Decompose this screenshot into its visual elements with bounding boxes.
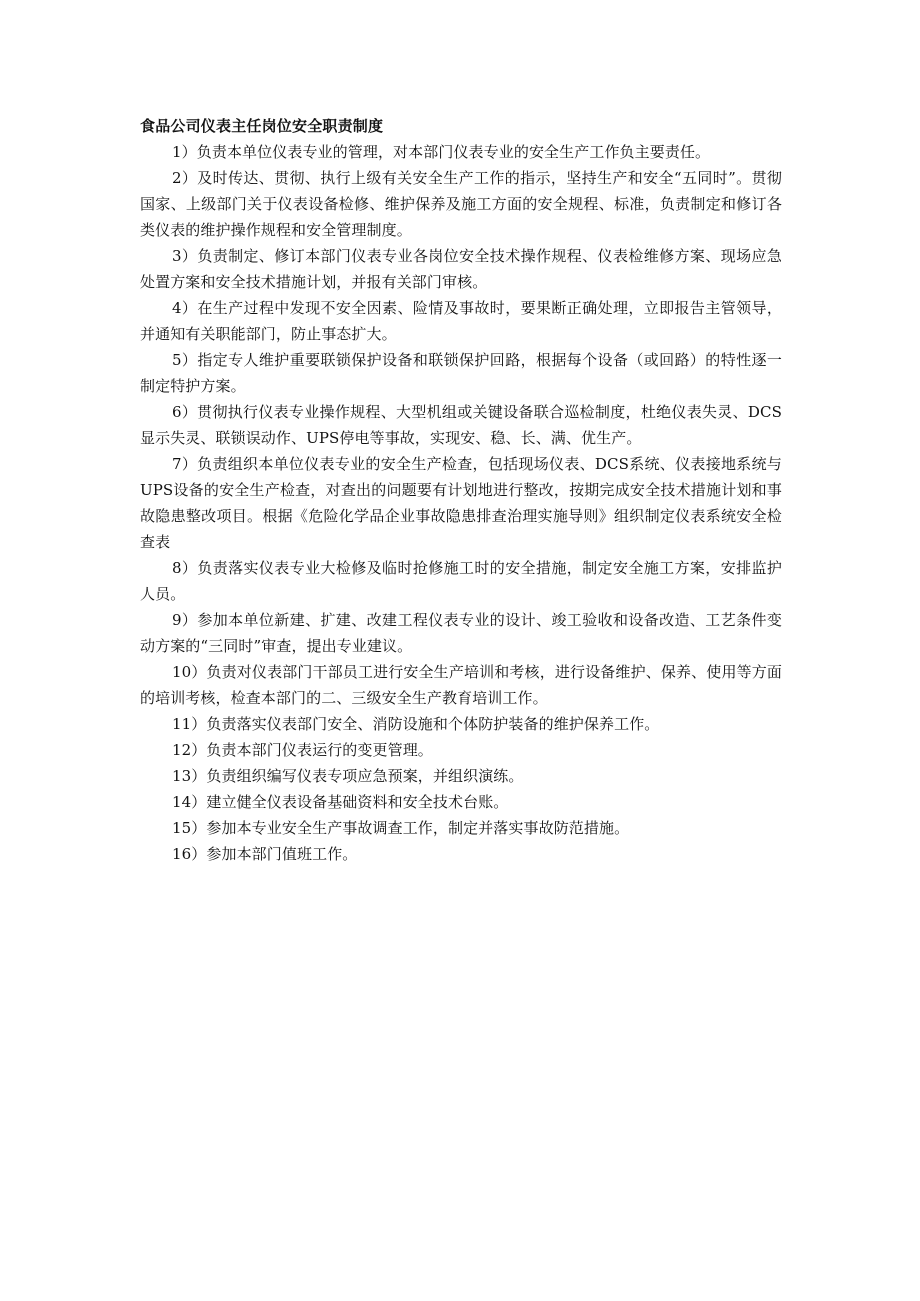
duty-item-11: 11）负责落实仪表部门安全、消防设施和个体防护装备的维护保养工作。 <box>172 715 660 733</box>
duty-item-5: 5）指定专人维护重要联锁保护设备和联锁保护回路，根据每个设备（或回路）的特性逐一制定特护方案。 <box>140 351 782 395</box>
duty-item-3: 3）负责制定、修订本部门仪表专业各岗位安全技术操作规程、仪表检维修方案、现场应急处置方案和安全技术措施计划，并报有关部门审核。 <box>140 247 782 291</box>
duty-item-7: 7）负责组织本单位仪表专业的安全生产检查，包括现场仪表、DCS系统、仪表接地系统与UPS设备的安全生产检查，对查出的问题要有计划地进行整改，按期完成安全技术措施计划和事故隐患整改项目。根据《危险化学品企业事故隐患排查治理实施导则》组织制定仪表系统安全检查表 <box>140 455 782 551</box>
document-title: 食品公司仪表主任岗位安全职责制度 <box>140 117 384 135</box>
duty-item-10: 10）负责对仪表部门干部员工进行安全生产培训和考核，进行设备维护、保养、使用等方面的培训考核，检查本部门的二、三级安全生产教育培训工作。 <box>140 663 782 707</box>
document-body <box>140 113 782 867</box>
duty-item-2: 2）及时传达、贯彻、执行上级有关安全生产工作的指示，坚持生产和安全“五同时”。贯彻国家、上级部门关于仪表设备检修、维护保养及施工方面的安全规程、标准，负责制定和修订各类仪表的维护操作规程和安全管理制度。 <box>140 169 782 239</box>
duty-item-14: 14）建立健全仪表设备基础资料和安全技术台账。 <box>172 793 509 811</box>
duty-item-16: 16）参加本部门值班工作。 <box>172 845 358 863</box>
duty-item-13: 13）负责组织编写仪表专项应急预案，并组织演练。 <box>172 767 524 785</box>
duty-item-4: 4）在生产过程中发现不安全因素、险情及事故时，要果断正确处理，立即报告主管领导，并通知有关职能部门，防止事态扩大。 <box>140 299 782 343</box>
duty-item-6: 6）贯彻执行仪表专业操作规程、大型机组或关键设备联合巡检制度，杜绝仪表失灵、DCS显示失灵、联锁误动作、UPS停电等事故，实现安、稳、长、满、优生产。 <box>140 403 782 447</box>
duty-item-12: 12）负责本部门仪表运行的变更管理。 <box>172 741 433 759</box>
duty-item-8: 8）负责落实仪表专业大检修及临时抢修施工时的安全措施，制定安全施工方案，安排监护人员。 <box>140 559 782 603</box>
duty-item-9: 9）参加本单位新建、扩建、改建工程仪表专业的设计、竣工验收和设备改造、工艺条件变动方案的“三同时”审查，提出专业建议。 <box>140 611 782 655</box>
duty-item-15: 15）参加本专业安全生产事故调查工作，制定并落实事故防范措施。 <box>172 819 630 837</box>
duty-item-1: 1）负责本单位仪表专业的管理，对本部门仪表专业的安全生产工作负主要责任。 <box>172 143 711 161</box>
